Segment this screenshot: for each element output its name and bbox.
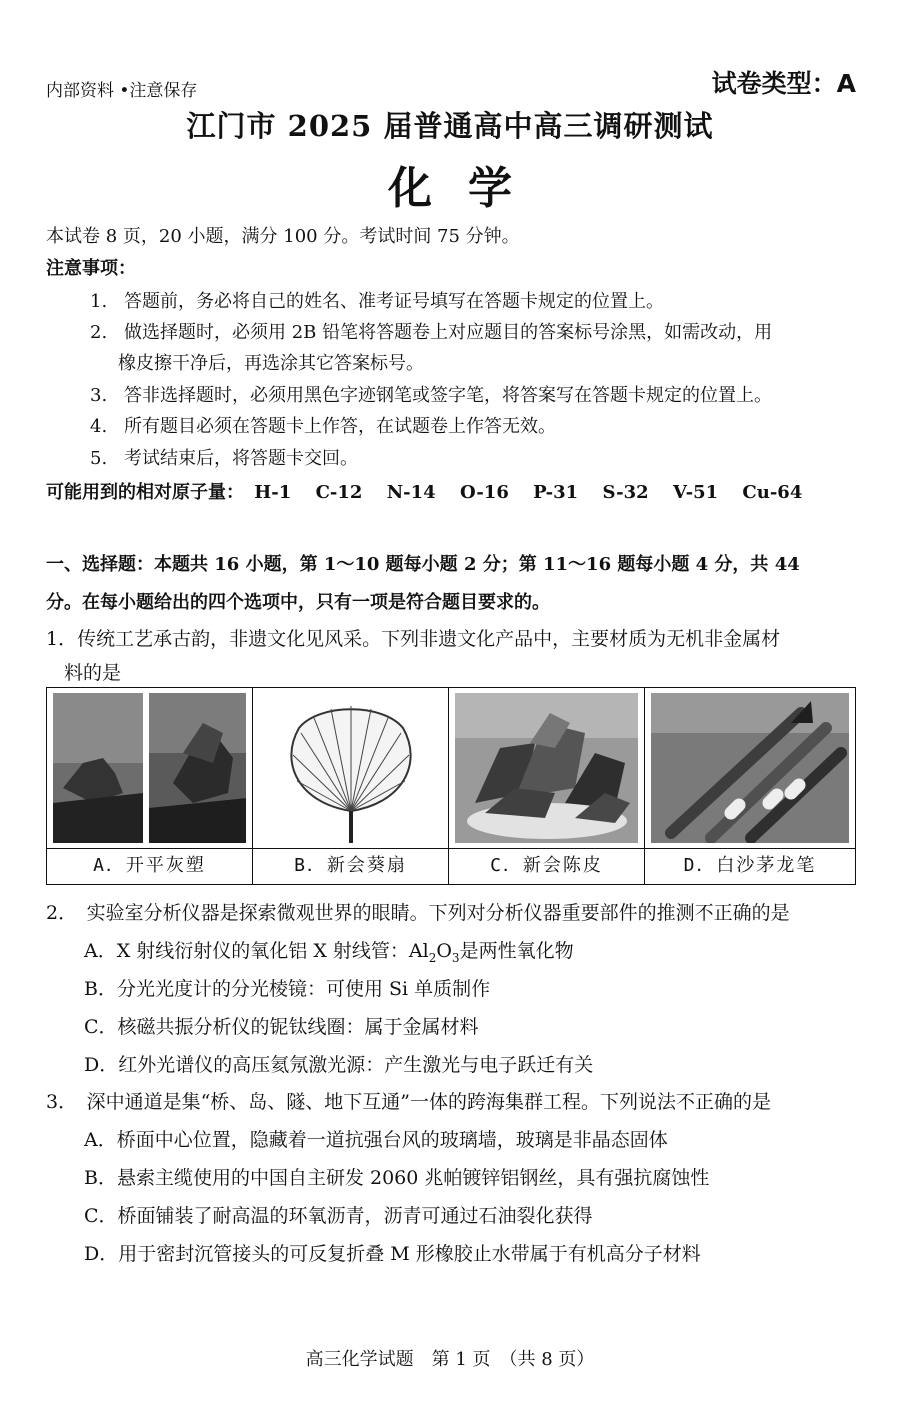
notice-num: 3. <box>90 385 108 406</box>
q1-option-c: C．新会陈皮 <box>449 848 644 885</box>
q1-option-a: A．开平灰塑 <box>47 848 252 885</box>
mass-item: C-12 <box>315 482 363 503</box>
q2-option-a <box>84 936 574 965</box>
notice-item <box>90 444 358 470</box>
notice-num: 1. <box>90 291 108 312</box>
mass-item: P-31 <box>533 482 579 503</box>
atomic-masses-label: 可能用到的相对原子量： <box>46 482 244 503</box>
section1-line2: 分。在每小题给出的四个选项中，只有一项是符合题目要求的。 <box>46 592 550 613</box>
intro-text: 本试卷 8 页，20 小题，满分 100 分。考试时间 75 分钟。 <box>46 226 520 247</box>
confidential-label: 内部资料 •注意保存 <box>46 81 198 101</box>
notice-item <box>90 287 664 313</box>
page-footer: 高三化学试题 第 1 页 （共 8 页） <box>305 1349 595 1370</box>
palm-fan-image <box>259 693 442 843</box>
notice-num: 5. <box>90 448 108 469</box>
atomic-masses <box>46 478 802 504</box>
mass-item: N-14 <box>386 482 436 503</box>
q1-image-table <box>46 687 856 885</box>
paper-type: 试卷类型：A <box>711 69 856 98</box>
notice-text: 答非选择题时，必须用黑色字迹钢笔或签字笔，将答案写在答题卡规定的位置上。 <box>124 385 772 406</box>
q2-option-a-text: A．X 射线衍射仪的氧化铝 X 射线管：Al <box>84 940 429 962</box>
q2-option-d: D．红外光谱仪的高压氦氖激光源：产生激光与电子跃迁有关 <box>84 1054 594 1076</box>
notice-item <box>90 412 556 438</box>
mass-item: Cu-64 <box>742 482 803 503</box>
notice-text: 答题前，务必将自己的姓名、准考证号填写在答题卡规定的位置上。 <box>124 291 664 312</box>
q1-stem-cont: 料的是 <box>64 662 122 684</box>
mass-item: S-32 <box>602 482 649 503</box>
notice-text: 考试结束后，将答题卡交回。 <box>124 448 358 469</box>
mass-item: O-16 <box>459 482 509 503</box>
q1-cell-b <box>253 688 449 884</box>
notice-text: 所有题目必须在答题卡上作答，在试题卷上作答无效。 <box>124 416 556 437</box>
notice-num: 2. <box>90 322 108 343</box>
notice-heading: 注意事项： <box>46 258 136 279</box>
q1-cell-a <box>47 688 253 884</box>
q3-stem: 3． 深中通道是集“桥、岛、隧、地下互通”一体的跨海集群工程。下列说法不正确的是 <box>46 1091 772 1113</box>
sculpture-image <box>53 693 246 843</box>
notice-text: 做选择题时，必须用 2B 铅笔将答题卷上对应题目的答案标号涂黑，如需改动，用 <box>124 322 773 343</box>
q1-cell-d <box>645 688 855 884</box>
brush-pen-image <box>651 693 849 843</box>
notice-continuation: 橡皮擦干净后，再选涂其它答案标号。 <box>118 353 424 374</box>
q2-option-c: C．核磁共振分析仪的铌钛线圈：属于金属材料 <box>84 1016 479 1038</box>
q3-option-d: D．用于密封沉管接头的可反复折叠 M 形橡胶止水带属于有机高分子材料 <box>84 1243 701 1265</box>
q3-option-c: C．桥面铺装了耐高温的环氧沥青，沥青可通过石油裂化获得 <box>84 1205 593 1227</box>
q3-option-b: B．悬索主缆使用的中国自主研发 2060 兆帕镀锌铝钢丝，具有强抗腐蚀性 <box>84 1167 710 1189</box>
notice-item <box>90 381 772 407</box>
q2-option-a-text: O <box>436 940 452 962</box>
notice-num: 4. <box>90 416 108 437</box>
q2-option-b: B．分光光度计的分光棱镜：可使用 Si 单质制作 <box>84 978 491 1000</box>
q1-stem: 1．传统工艺承古韵，非遗文化见风采。下列非遗文化产品中，主要材质为无机非金属材 <box>46 628 781 650</box>
dried-peel-image <box>455 693 638 843</box>
q3-option-a: A．桥面中心位置，隐藏着一道抗强台风的玻璃墙，玻璃是非晶态固体 <box>84 1129 668 1151</box>
subscript: 3 <box>451 950 460 965</box>
mass-item: H-1 <box>254 482 292 503</box>
subject-title: 化学 <box>388 163 548 214</box>
mass-item: V-51 <box>672 482 719 503</box>
q1-option-b: B．新会葵扇 <box>253 848 448 885</box>
notice-item <box>90 318 772 344</box>
q1-option-d: D．白沙茅龙笔 <box>645 848 855 885</box>
subscript: 2 <box>428 950 437 965</box>
q2-stem: 2． 实验室分析仪器是探索微观世界的眼睛。下列对分析仪器重要部件的推测不正确的是 <box>46 902 790 924</box>
exam-title: 江门市 2025 届普通高中高三调研测试 <box>186 109 714 143</box>
q1-cell-c <box>449 688 645 884</box>
section1-line1: 一、选择题：本题共 16 小题，第 1～10 题每小题 2 分；第 11～16 题每小题 4 分，共 44 <box>46 554 800 575</box>
q2-option-a-text: 是两性氧化物 <box>459 940 574 962</box>
